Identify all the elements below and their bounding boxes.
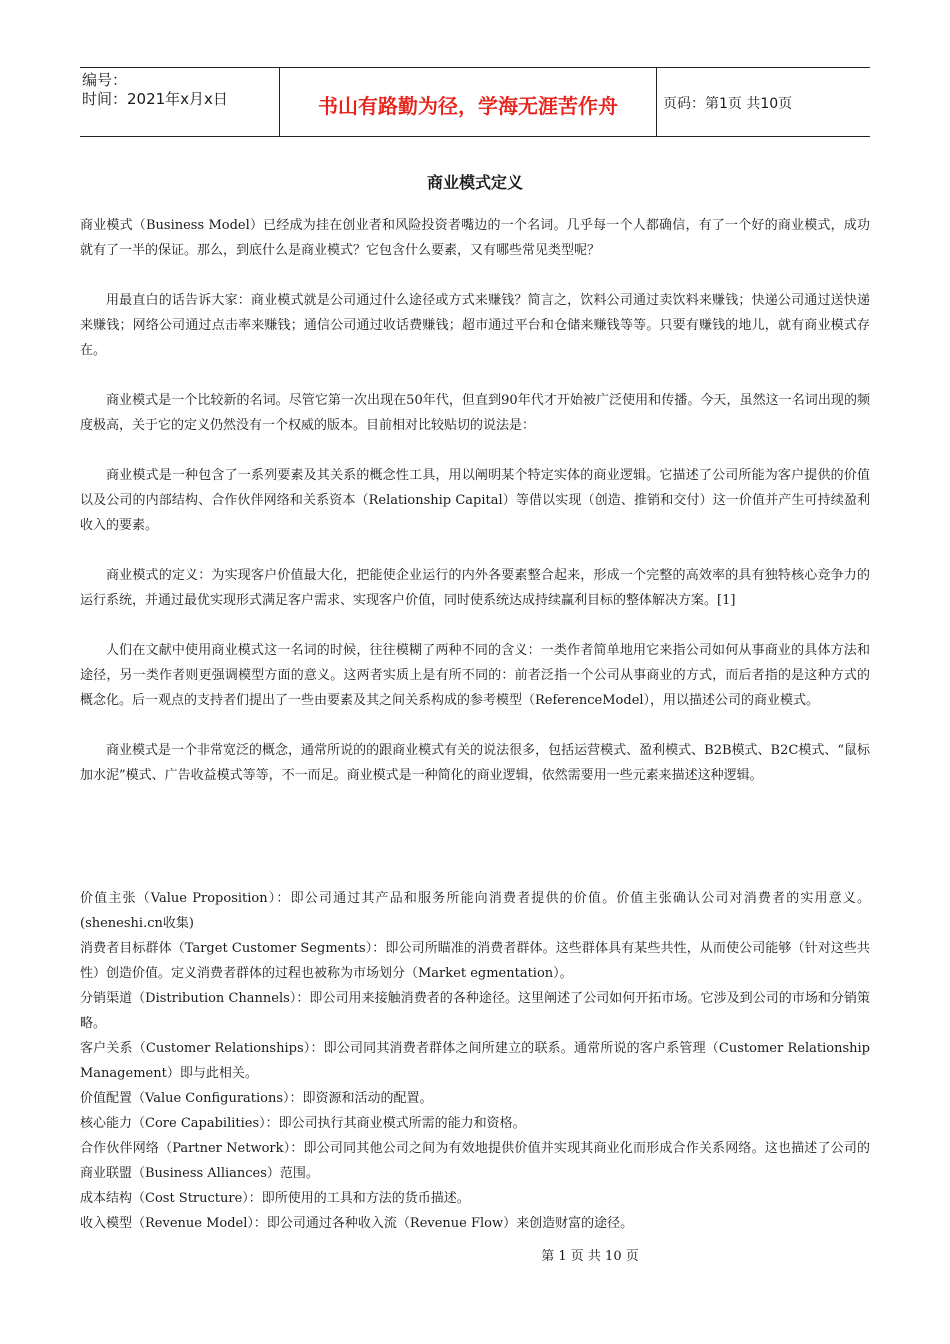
paragraph: 商业模式（Business Model）已经成为挂在创业者和风险投资者嘴边的一个名词。几乎每一个人都确信，有了一个好的商业模式，成功就有了一半的保证。那么，到底什么是商业模式？它包含什么要素，又有哪些常见类型呢？ — [80, 218, 870, 258]
definition-item: 核心能力（Core Capabilities）：即公司执行其商业模式所需的能力和资格。 — [80, 1116, 526, 1131]
definition-item: 消费者目标群体（Target Customer Segments）：即公司所瞄准的消费者群体。这些群体具有某些共性，从而使公司能够（针对这些共性）创造价值。定义消费者群体的过程也被称为市场划分（Market egmentation）。 — [80, 941, 870, 981]
header-meta — [80, 68, 280, 136]
definition-item: 合作伙伴网络（Partner Network）：即公司同其他公司之间为有效地提供价值并实现其商业化而形成合作关系网络。这也描述了公司的商业联盟（Business Alliances）范围。 — [80, 1141, 870, 1181]
definition-list — [80, 886, 870, 1236]
page-header — [80, 67, 870, 137]
page-footer: 第 1 页 共 10 页 — [541, 1249, 639, 1264]
paragraph: 商业模式是一种包含了一系列要素及其关系的概念性工具，用以阐明某个特定实体的商业逻辑。它描述了公司所能为客户提供的价值以及公司的内部结构、合作伙伴网络和关系资本（Relationship Capital）等借以实现（创造、推销和交付）这一价值并产生可持续盈利收入的要素。 — [80, 468, 870, 533]
definition-item: 分销渠道（Distribution Channels）：即公司用来接触消费者的各种途径。这里阐述了公司如何开拓市场。它涉及到公司的市场和分销策略。 — [80, 991, 870, 1031]
paragraph: 商业模式是一个非常宽泛的概念，通常所说的的跟商业模式有关的说法很多，包括运营模式、盈利模式、B2B模式、B2C模式、“鼠标加水泥”模式、广告收益模式等等，不一而足。商业模式是一种简化的商业逻辑，依然需要用一些元素来描述这种逻辑。 — [80, 743, 870, 783]
definition-item: 价值主张（Value Proposition）：即公司通过其产品和服务所能向消费者提供的价值。价值主张确认公司对消费者的实用意义。(sheneshi.cn收集) — [80, 891, 870, 931]
paragraph: 用最直白的话告诉大家：商业模式就是公司通过什么途径或方式来赚钱？简言之，饮料公司通过卖饮料来赚钱；快递公司通过送快递来赚钱；网络公司通过点击率来赚钱；通信公司通过收话费赚钱；超市通过平台和仓储来赚钱等等。只要有赚钱的地儿，就有商业模式存在。 — [80, 293, 870, 358]
document-title: 商业模式定义 — [426, 173, 523, 192]
definition-item: 收入模型（Revenue Model）：即公司通过各种收入流（Revenue Flow）来创造财富的途径。 — [80, 1216, 634, 1231]
header-motto: 书山有路勤为径，学海无涯苦作舟 — [280, 68, 657, 136]
paragraph: 商业模式是一个比较新的名词。尽管它第一次出现在50年代，但直到90年代才开始被广泛使用和传播。今天，虽然这一名词出现的频度极高，关于它的定义仍然没有一个权威的版本。目前相对比较贴切的说法是： — [80, 393, 870, 433]
paragraph: 商业模式的定义：为实现客户价值最大化，把能使企业运行的内外各要素整合起来，形成一个完整的高效率的具有独特核心竞争力的运行系统，并通过最优实现形式满足客户需求、实现客户价值，同时使系统达成持续赢利目标的整体解决方案。[1] — [80, 568, 870, 608]
header-page-info: 页码：第1页 共10页 — [663, 96, 793, 112]
document-body — [80, 213, 870, 813]
number-label: 编号： — [82, 71, 128, 89]
paragraph: 人们在文献中使用商业模式这一名词的时候，往往模糊了两种不同的含义：一类作者简单地用它来指公司如何从事商业的具体方法和途径，另一类作者则更强调模型方面的意义。这两者实质上是有所不同的：前者泛指一个公司从事商业的方式，而后者指的是这种方式的概念化。后一观点的支持者们提出了一些由要素及其之间关系构成的参考模型（ReferenceModel），用以描述公司的商业模式。 — [80, 643, 870, 708]
time-label: 时间：2021年x月x日 — [82, 90, 228, 108]
definition-item: 价值配置（Value Configurations）：即资源和活动的配置。 — [80, 1091, 433, 1106]
definition-item: 成本结构（Cost Structure）：即所使用的工具和方法的货币描述。 — [80, 1191, 470, 1206]
definition-item: 客户关系（Customer Relationships）：即公司同其消费者群体之间所建立的联系。通常所说的客户系管理（Customer Relationship Management）即与此相关。 — [80, 1041, 870, 1081]
